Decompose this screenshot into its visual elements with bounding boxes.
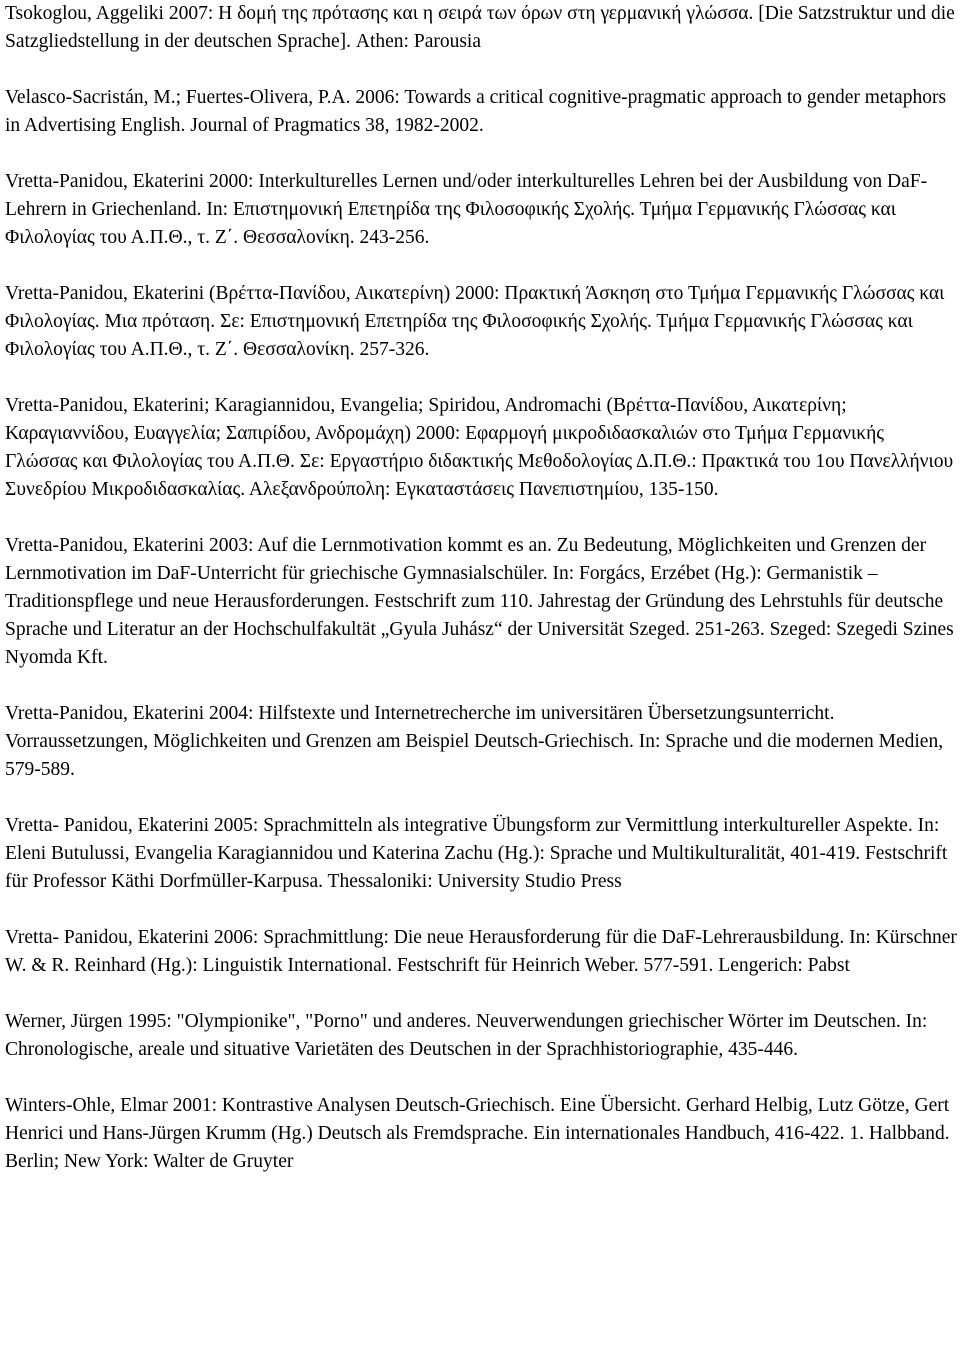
bibliography-entry-tsokoglou-2007: Tsokoglou, Aggeliki 2007: Η δομή της πρότασης και η σειρά των όρων στη γερμανική γλώσσα. [Die Satzstruktur und die Satzgliedstellung in der deutschen Sprache]. Athen: Parousia (5, 3, 955, 52)
bibliography-entry-vretta-panidou-2004: Vretta-Panidou, Ekaterini 2004: Hilfstexte und Internetrecherche im universitären Übersetzungsunterricht. Vorraussetzungen, Möglichkeiten und Grenzen am Beispiel Deutsch-Griechisch. In: Sprache und die modernen Medien, 579-589. (5, 703, 944, 780)
bibliography-entry-vretta-panidou-2005: Vretta- Panidou, Ekaterini 2005: Sprachmitteln als integrative Übungsform zur Vermittlung interkultureller Aspekte. In: Eleni Butulussi, Evangelia Karagiannidou und Katerina Zachu (Hg.): Sprache und Multikulturalität, 401-419. Festschrift für Professor Käthi Dorfmüller-Karpusa. Thessaloniki: University Studio Press (5, 815, 948, 892)
bibliography-entry-vretta-panidou-2000-b: Vretta-Panidou, Ekaterini (Βρέττα-Πανίδου, Αικατερίνη) 2000: Πρακτική Άσκηση στο Τμήμα Γερμανικής Γλώσσας και Φιλολογίας. Μια πρόταση. Σε: Επιστημονική Επετηρίδα της Φιλοσοφικής Σχολής. Τμήμα Γερμανικής Γλώσσας και Φιλολογίας του Α.Π.Θ., τ. Ζ΄. Θεσσαλονίκη. 257-326. (5, 283, 945, 360)
bibliography-entry-werner-1995: Werner, Jürgen 1995: "Olympionike", "Porno" und anderes. Neuverwendungen griechischer Wörter im Deutschen. In: Chronologische, areale und situative Varietäten des Deutschen in der Sprachhistoriographie, 435-446. (5, 1011, 928, 1060)
bibliography-entry-vretta-panidou-2000-c: Vretta-Panidou, Ekaterini; Karagiannidou, Evangelia; Spiridou, Andromachi (Βρέττα-Πανίδου, Αικατερίνη; Καραγιαννίδου, Ευαγγελία; Σαπιρίδου, Ανδρομάχη) 2000: Εφαρμογή μικροδιδασκαλιών στο Τμήμα Γερμανικής Γλώσσας και Φιλολογίας του Α.Π.Θ. Σε: Εργαστήριο διδακτικής Μεθοδολογίας Δ.Π.Θ.: Πρακτικά του 1ου Πανελλήνιου Συνεδρίου Μικροδιδασκαλίας. Αλεξανδρούπολη: Εγκαταστάσεις Πανεπιστημίου, 135-150. (5, 395, 954, 500)
bibliography-entry-vretta-panidou-2000-a: Vretta-Panidou, Ekaterini 2000: Interkulturelles Lernen und/oder interkulturelles Lehren bei der Ausbildung von DaF-Lehrern in Griechenland. In: Επιστημονική Επετηρίδα της Φιλοσοφικής Σχολής. Τμήμα Γερμανικής Γλώσσας και Φιλολογίας του Α.Π.Θ., τ. Ζ΄. Θεσσαλονίκη. 243-256. (5, 171, 928, 248)
bibliography-entry-vretta-panidou-2006: Vretta- Panidou, Ekaterini 2006: Sprachmittlung: Die neue Herausforderung für die DaF-Lehrerausbildung. In: Kürschner W. & R. Reinhard (Hg.): Linguistik International. Festschrift für Heinrich Weber. 577-591. Lengerich: Pabst (5, 927, 957, 976)
bibliography-list (5, 0, 957, 1176)
bibliography-entry-winters-ohle-2001: Winters-Ohle, Elmar 2001: Kontrastive Analysen Deutsch-Griechisch. Eine Übersicht. Gerhard Helbig, Lutz Götze, Gert Henrici und Hans-Jürgen Krumm (Hg.) Deutsch als Fremdsprache. Ein internationales Handbuch, 416-422. 1. Halbband. Berlin; New York: Walter de Gruyter (5, 1095, 950, 1172)
bibliography-entry-vretta-panidou-2003: Vretta-Panidou, Ekaterini 2003: Auf die Lernmotivation kommt es an. Zu Bedeutung, Möglichkeiten und Grenzen der Lernmotivation im DaF-Unterricht für griechische Gymnasialschüler. In: Forgács, Erzébet (Hg.): Germanistik – Traditionspflege und neue Herausforderungen. Festschrift zum 110. Jahrestag der Gründung des Lehrstuhls für deutsche Sprache und Literatur an der Hochschulfakultät „Gyula Juhász“ der Universität Szeged. 251-263. Szeged: Szegedi Szines Nyomda Kft. (5, 535, 954, 668)
bibliography-entry-velasco-sacristan-2006: Velasco-Sacristán, M.; Fuertes-Olivera, P.A. 2006: Towards a critical cognitive-pragmatic approach to gender metaphors in Advertising English. Journal of Pragmatics 38, 1982-2002. (5, 87, 947, 136)
